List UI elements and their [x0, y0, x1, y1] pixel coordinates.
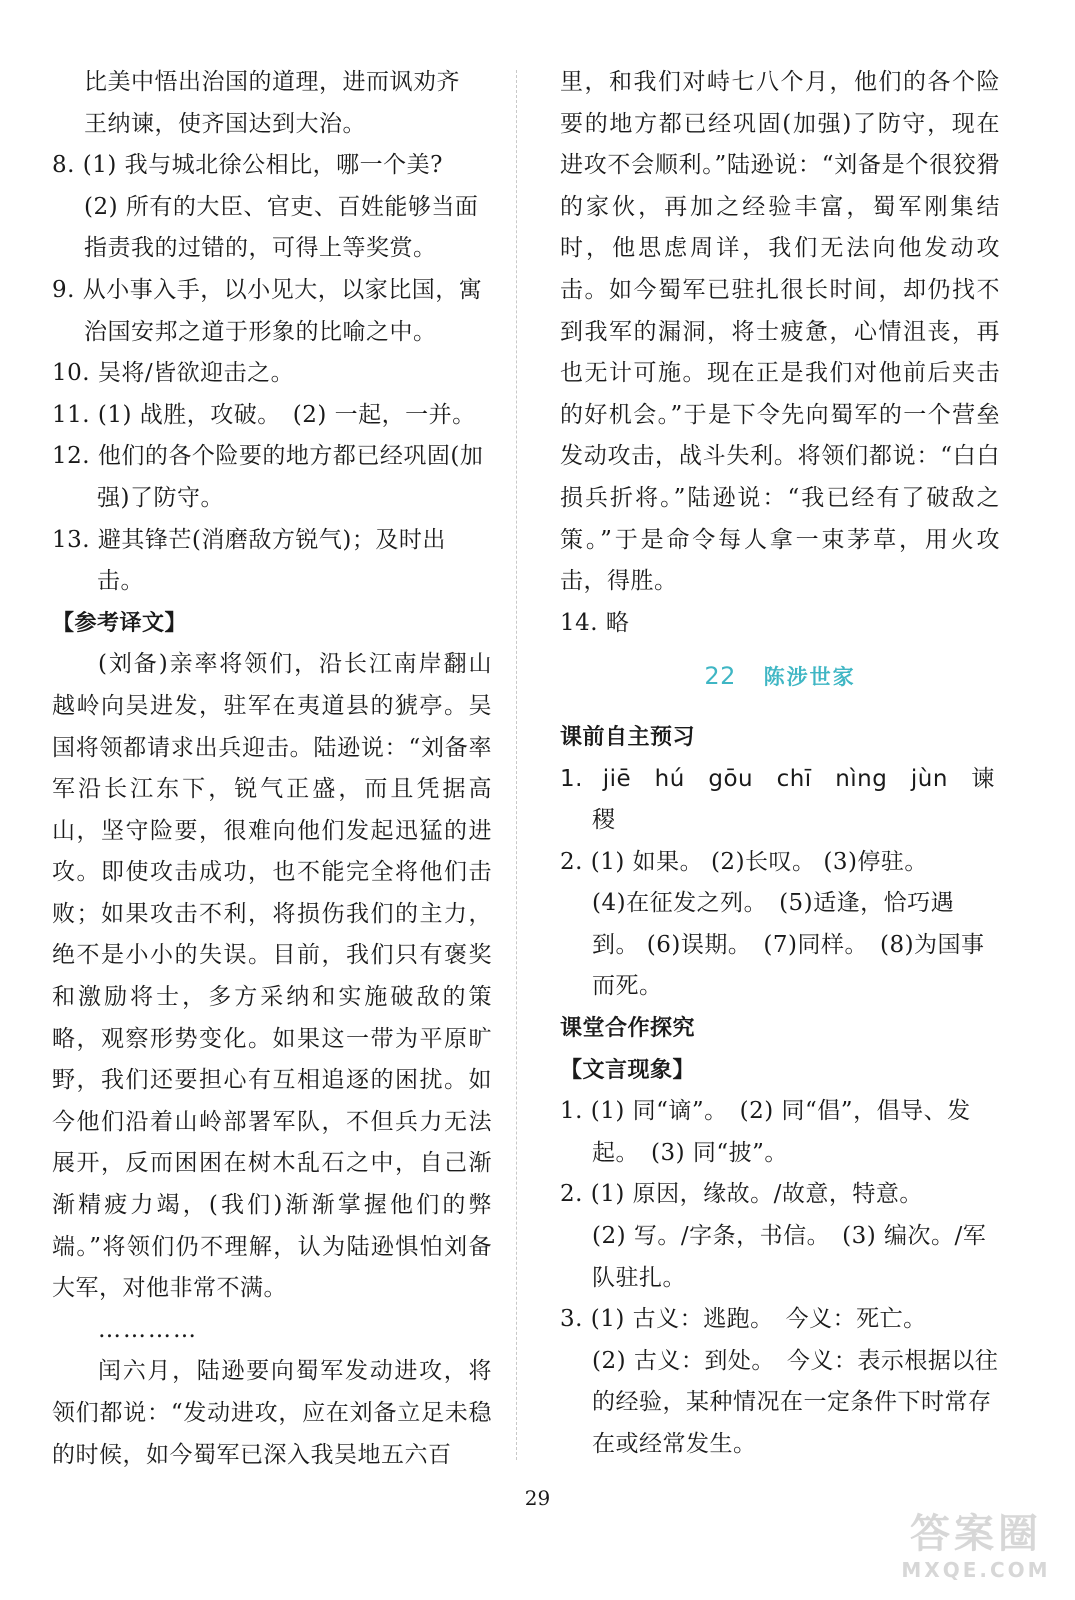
translation-continuation: 里，和我们对峙七八个月，他们的各个险要的地方都已经巩固(加强)了防守，现在进攻不会顺利。”陆逊说：“刘备是个很狡猾的家伙，再加之经验丰富，蜀军刚集结时，他思虑周详，我们无法向他发动攻击。如今蜀军已驻扎很长时间，却仍找不到我军的漏洞，将士疲惫，心情沮丧，再也无计可施。现在正是我们对他前后夹击的好机会。”于是下令先向蜀军的一个营垒发动攻击，战斗失利。将领们都说：“白白损兵折将。”陆逊说：“我已经有了破敌之策。”于是命令每人拿一束茅草，用火攻击，得胜。: [560, 69, 1000, 595]
page-number: 29: [524, 1486, 551, 1510]
watermark-line-1: 答案圈: [910, 1511, 1042, 1557]
preview-item-2-sub: (4)在征发之列。 (5)适逢，恰巧遇到。 (6)误期。 (7)同样。 (8)为国事而死。: [592, 890, 985, 1000]
preview-item-1: 1. jiē hú gōu chī nìng jùn 谏: [560, 765, 995, 792]
classical-phenomena-heading: 【文言现象】: [560, 1057, 696, 1083]
watermark-line-2: MXQE.COM: [901, 1558, 1051, 1582]
preview-item-2: 2. (1) 如果。 (2)长叹。 (3)停驻。: [560, 848, 928, 875]
lesson-header: [560, 656, 1000, 699]
answer-item-10: 10. 吴将/皆欲迎击之。: [52, 360, 295, 387]
phenomena-item-2-sub: (2) 写。/字条，书信。 (3) 编次。/军队驻扎。: [592, 1223, 987, 1291]
answer-item-13: 13. 避其锋芒(消磨敌方锐气)；及时出击。: [52, 526, 446, 595]
answer-item-8: 8. (1) 我与城北徐公相比，哪一个美?: [52, 152, 443, 179]
right-column: [560, 62, 1000, 1466]
answer-item-9: 9. 从小事入手，以小见大，以家比国，寓治国安邦之道于形象的比喻之中。: [52, 276, 483, 345]
ellipsis-separator: …………: [98, 1316, 198, 1343]
column-divider: [516, 70, 517, 1460]
reference-translation-heading: 【参考译文】: [52, 610, 188, 636]
phenomena-item-2: 2. (1) 原因，缘故。/故意，特意。: [560, 1181, 923, 1208]
watermark-logo: [891, 1510, 1061, 1590]
answer-item-14: 14. 略: [560, 609, 630, 636]
phenomena-item-1: 1. (1) 同“谪”。 (2) 同“倡”，倡导、发起。 (3) 同“披”。: [560, 1098, 971, 1166]
phenomena-item-3-sub: (2) 古义：到处。 今义：表示根据以往的经验，某种情况在一定条件下时常存在或经常发生。: [592, 1347, 999, 1457]
lesson-title: 陈涉世家: [763, 665, 856, 690]
phenomena-item-3: 3. (1) 古义：逃跑。 今义：死亡。: [560, 1306, 927, 1333]
translation-paragraph-1: (刘备)亲率将领们，沿长江南岸翻山越岭向吴进发，驻军在夷道县的猇亭。吴国将领都请求出兵迎击。陆逊说：“刘备率军沿长江东下，锐气正盛，而且凭据高山，坚守险要，很难向他们发起迅猛的进攻。即使攻击成功，也不能完全将他们击败；如果攻击不利，将损伤我们的主力，绝不是小小的失误。目前，我们只有褒奖和激励将士，多方采纳和实施破敌的策略，观察形势变化。如果这一带为平原旷野，我们还要担心有互相追逐的困扰。如今他们沿着山岭部署军队，不但兵力无法展开，反而困困在树木乱石之中，自己渐渐精疲力竭，(我们)渐渐掌握他们的弊端。”将领们仍不理解，认为陆逊惧怕刘备大军，对他非常不满。: [52, 651, 492, 1302]
translation-paragraph-2: 闰六月，陆逊要向蜀军发动进攻，将领们都说：“发动进攻，应在刘备立足未稳的时候，如今蜀军已深入我吴地五六百: [52, 1358, 492, 1468]
lesson-number: 22: [704, 662, 736, 691]
answer-item-8-sub-2: (2) 所有的大臣、官吏、百姓能够当面指责我的过错的，可得上等奖赏。: [84, 193, 479, 262]
section-preview-heading: 课前自主预习: [560, 724, 696, 750]
left-column: [52, 62, 492, 1476]
answer-item-12: 12. 他们的各个险要的地方都已经巩固(加强)了防守。: [52, 443, 484, 511]
answer-item-11: 11. (1) 战胜，攻破。 (2) 一起，一并。: [52, 401, 476, 428]
preview-item-1-cont: 稷: [592, 807, 616, 834]
continuation-line-2: 王纳谏，使齐国达到大治。: [84, 110, 366, 137]
continuation-line-1: 比美中悟出治国的道理，进而讽劝齐: [84, 69, 460, 95]
section-explore-heading: 课堂合作探究: [560, 1016, 696, 1042]
